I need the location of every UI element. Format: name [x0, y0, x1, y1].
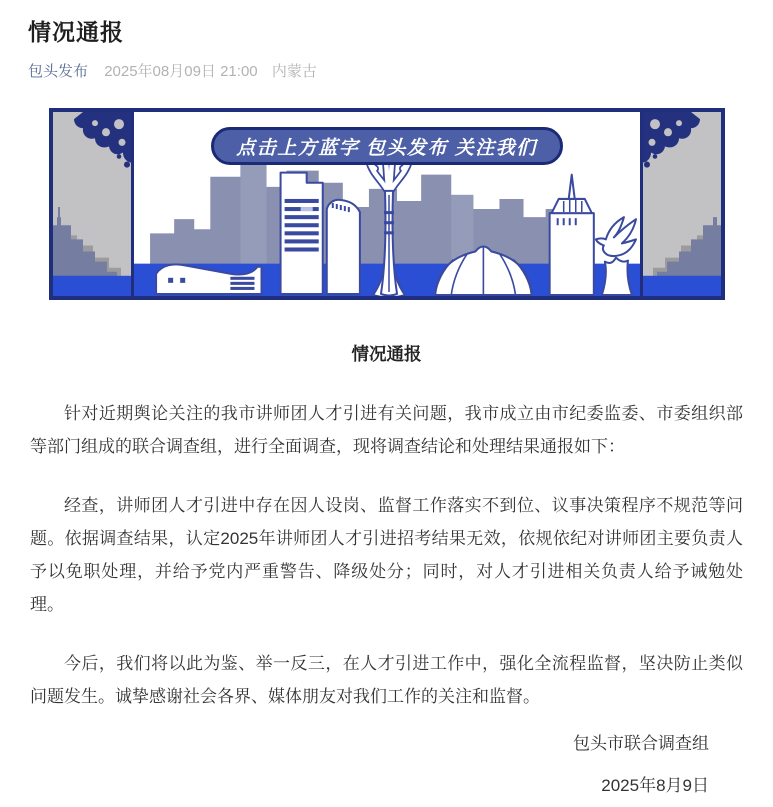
- signature-date: 2025年8月9日: [601, 776, 709, 795]
- notice-paragraph: 今后，我们将以此为鉴、举一反三，在人才引进工作中，强化全流程监督，坚决防止类似问题发生。诚挚感谢社会各界、媒体朋友对我们工作的关注和监督。: [30, 654, 743, 706]
- notice-heading: 情况通报: [351, 344, 422, 364]
- notice-paragraph: 针对近期舆论关注的我市讲师团人才引进有关问题，我市成立由市纪委监委、市委组织部等部门组成的联合调查组，进行全面调查，现将调查结论和处理结果通报如下：: [30, 404, 743, 456]
- water-band: [643, 276, 721, 296]
- signature-org: 包头市联合调查组: [573, 734, 709, 753]
- signature-block: [30, 723, 743, 807]
- curved-building-icon: [326, 200, 359, 294]
- banner-left-panel: [53, 112, 131, 296]
- article-body: [0, 338, 773, 807]
- article-meta: [0, 60, 773, 81]
- publish-datetime: 2025年08月09日 21:00: [104, 63, 258, 80]
- publish-location: 内蒙古: [271, 63, 317, 80]
- banner-center-panel: [131, 112, 643, 296]
- striped-tower-icon: [280, 173, 322, 294]
- account-link[interactable]: 包头发布: [28, 63, 89, 80]
- notice-paragraph: 经查，讲师团人才引进中存在因人设岗、监督工作落实不到位、议事决策程序不规范等问题。依据调查结果，认定2025年讲师团人才引进招考结果无效，依规依纪对讲师团主要负责人予以免职处理，并给予党内严重警告、降级处分；同时，对人才引进相关负责人给予诫勉处理。: [30, 496, 743, 614]
- water-band: [53, 276, 131, 296]
- banner-image[interactable]: [49, 108, 725, 300]
- page-title: 情况通报: [28, 19, 124, 45]
- left-panel-art: [53, 112, 131, 296]
- crown-tower-icon: [549, 175, 593, 295]
- right-panel-art: [643, 112, 721, 296]
- banner-right-panel: [643, 112, 721, 296]
- banner-follow-badge: 点击上方蓝字 包头发布 关注我们: [211, 127, 563, 165]
